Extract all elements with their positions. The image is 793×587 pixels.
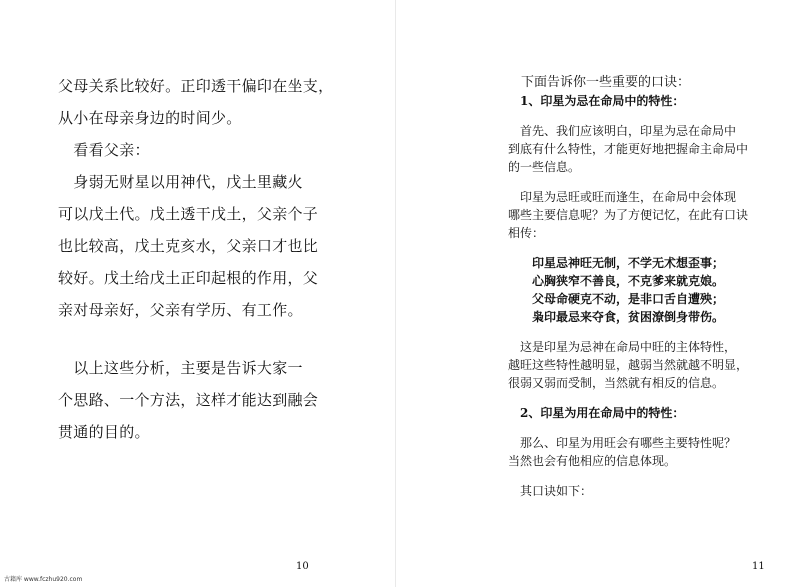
left-page-text — [58, 70, 358, 448]
blank-line — [508, 110, 778, 122]
text-line: 较好。戊土给戊土正印起根的作用，父 — [58, 269, 319, 287]
text-line: 贯通的目的。 — [58, 423, 150, 441]
verse-line: 心胸狭窄不善良，不克爹来就克娘。 — [508, 274, 725, 288]
text-line: 到底有什么特性，才能更好地把握命主命局中 — [508, 142, 749, 156]
verse-line: 父母命硬克不动，是非口舌自遭殃； — [508, 292, 725, 306]
text-line: 这是印星为忌神在命局中旺的主体特性， — [508, 340, 737, 354]
verse-line: 印星忌神旺无制，不学无术想歪事； — [508, 256, 725, 270]
blank-line — [508, 392, 778, 404]
text-line: 首先、我们应该明白，印星为忌在命局中 — [508, 124, 737, 138]
text-line: 从小在母亲身边的时间少。 — [58, 109, 242, 127]
blank-line — [508, 242, 778, 254]
text-line: 也比较高，戊土克亥水，父亲口才也比 — [58, 237, 319, 255]
blank-line — [508, 422, 778, 434]
text-line: 可以戊土代。戊土透干戊土，父亲个子 — [58, 205, 319, 223]
left-page — [0, 0, 396, 587]
page-number-left: 10 — [296, 561, 309, 572]
section-heading: 1、印星为忌在命局中的特性： — [508, 94, 685, 108]
text-line: 印星为忌旺或旺而逢生，在命局中会体现 — [508, 190, 737, 204]
watermark-text: 古籍库 www.fczhu920.com — [4, 576, 83, 583]
section-heading: 2、印星为用在命局中的特性： — [508, 406, 685, 420]
text-line: 哪些主要信息呢？为了方便记忆，在此有口诀 — [508, 208, 749, 222]
blank-line — [508, 470, 778, 482]
text-line: 以上这些分析，主要是告诉大家一 — [58, 359, 303, 377]
text-line: 身弱无财星以用神代，戊土里藏火 — [58, 173, 303, 191]
text-line: 当然也会有他相应的信息体现。 — [508, 454, 677, 468]
text-line: 很弱又弱而受制，当然就有相反的信息。 — [508, 376, 725, 390]
text-line: 下面告诉你一些重要的口诀： — [508, 75, 691, 90]
text-line: 看看父亲： — [58, 141, 150, 159]
text-line: 越旺这些特性越明显，越弱当然就越不明显， — [508, 358, 749, 372]
text-line: 相传： — [508, 226, 545, 240]
text-line: 那么、印星为用旺会有哪些主要特性呢？ — [508, 436, 737, 450]
blank-line — [58, 326, 358, 352]
verse-line: 枭印最忌来夺食，贫困潦倒身带伤。 — [508, 310, 725, 324]
text-line: 其口诀如下： — [508, 484, 593, 498]
blank-line — [508, 326, 778, 338]
text-line: 亲对母亲好，父亲有学历、有工作。 — [58, 301, 303, 319]
right-page-text — [508, 74, 778, 500]
page-number-right: 11 — [752, 561, 765, 572]
blank-line — [508, 176, 778, 188]
text-line: 父母关系比较好。正印透干偏印在坐支， — [58, 77, 334, 95]
text-line: 个思路、一个方法，这样才能达到融会 — [58, 391, 319, 409]
right-page — [396, 0, 793, 587]
text-line: 的一些信息。 — [508, 160, 581, 174]
